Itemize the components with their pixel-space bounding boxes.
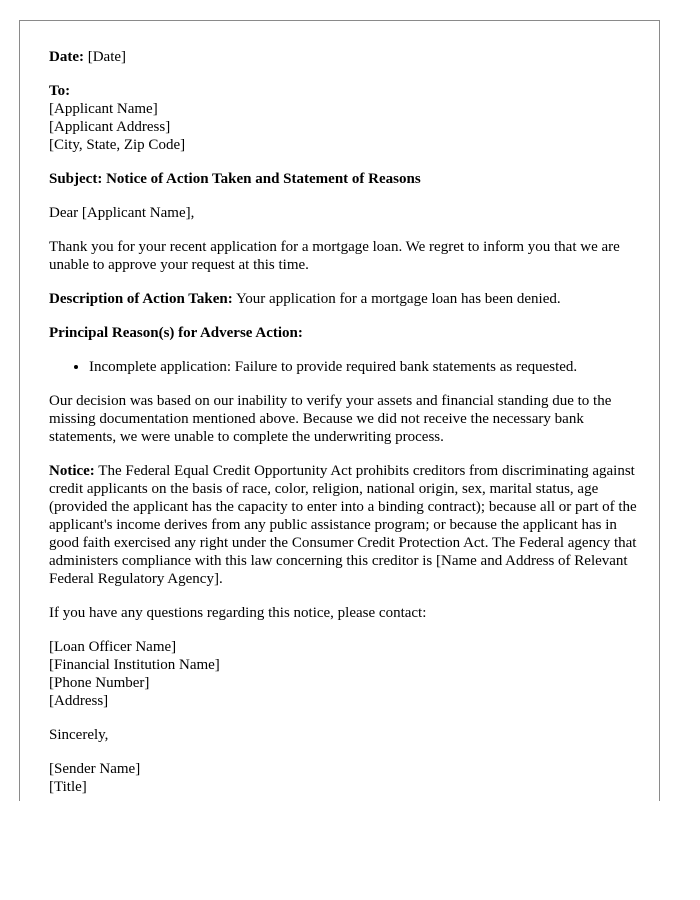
date-line [49,48,639,66]
recipient-label: To: [49,83,71,99]
action-taken-paragraph [49,290,639,308]
intro-paragraph: Thank you for your recent application for a mortgage loan. We regret to inform you that we are unable to approve your request at this time. [49,239,620,273]
contact-block [49,638,639,710]
reasons-heading: Principal Reason(s) for Adverse Action: [49,325,303,341]
contact-intro: If you have any questions regarding this notice, please contact: [49,605,427,621]
decision-paragraph: Our decision was based on our inability to verify your assets and financial standing due to the missing documentation mentioned above. Because we did not receive the necessary bank statements, we were unable to complete the underwriting process. [49,393,612,445]
action-taken-label: Description of Action Taken: [49,291,233,307]
reasons-list [49,358,639,376]
phone-number: [Phone Number] [49,675,150,691]
sender-title: [Title] [49,779,87,795]
recipient-block [49,82,639,154]
closing: Sincerely, [49,727,109,743]
date-value: [Date] [87,49,127,65]
sender-block [49,760,639,796]
recipient-address: [Applicant Address] [49,119,171,135]
notice-paragraph [49,462,639,588]
contact-address: [Address] [49,693,109,709]
recipient-city-state-zip: [City, State, Zip Code] [49,137,186,153]
sender-name: [Sender Name] [49,761,141,777]
salutation: Dear [Applicant Name], [49,205,195,221]
reason-item: • Incomplete application: Failure to provide required bank statements as requested. [89,358,639,376]
subject-line: Subject: Notice of Action Taken and Statement of Reasons [49,171,421,187]
financial-institution-name: [Financial Institution Name] [49,657,220,673]
notice-text: The Federal Equal Credit Opportunity Act prohibits creditors from discriminating against credit applicants on the basis of race, color, religion, national origin, sex, marital status, age (provided the applicant has the capacity to enter into a binding contract); because all or part of the applicant's income derives from any public assistance program; or because the applicant has in good faith exercised any right under the Consumer Credit Protection Act. The Federal agency that administers compliance with this law concerning this creditor is [Name and Address of Relevant Federal Regulatory Agency]. [49,463,637,587]
date-label: Date: [49,49,84,65]
letter-body [49,48,639,812]
recipient-name: [Applicant Name] [49,101,158,117]
notice-label: Notice: [49,463,95,479]
loan-officer-name: [Loan Officer Name] [49,639,177,655]
action-taken-text: Your application for a mortgage loan has been denied. [235,291,561,307]
